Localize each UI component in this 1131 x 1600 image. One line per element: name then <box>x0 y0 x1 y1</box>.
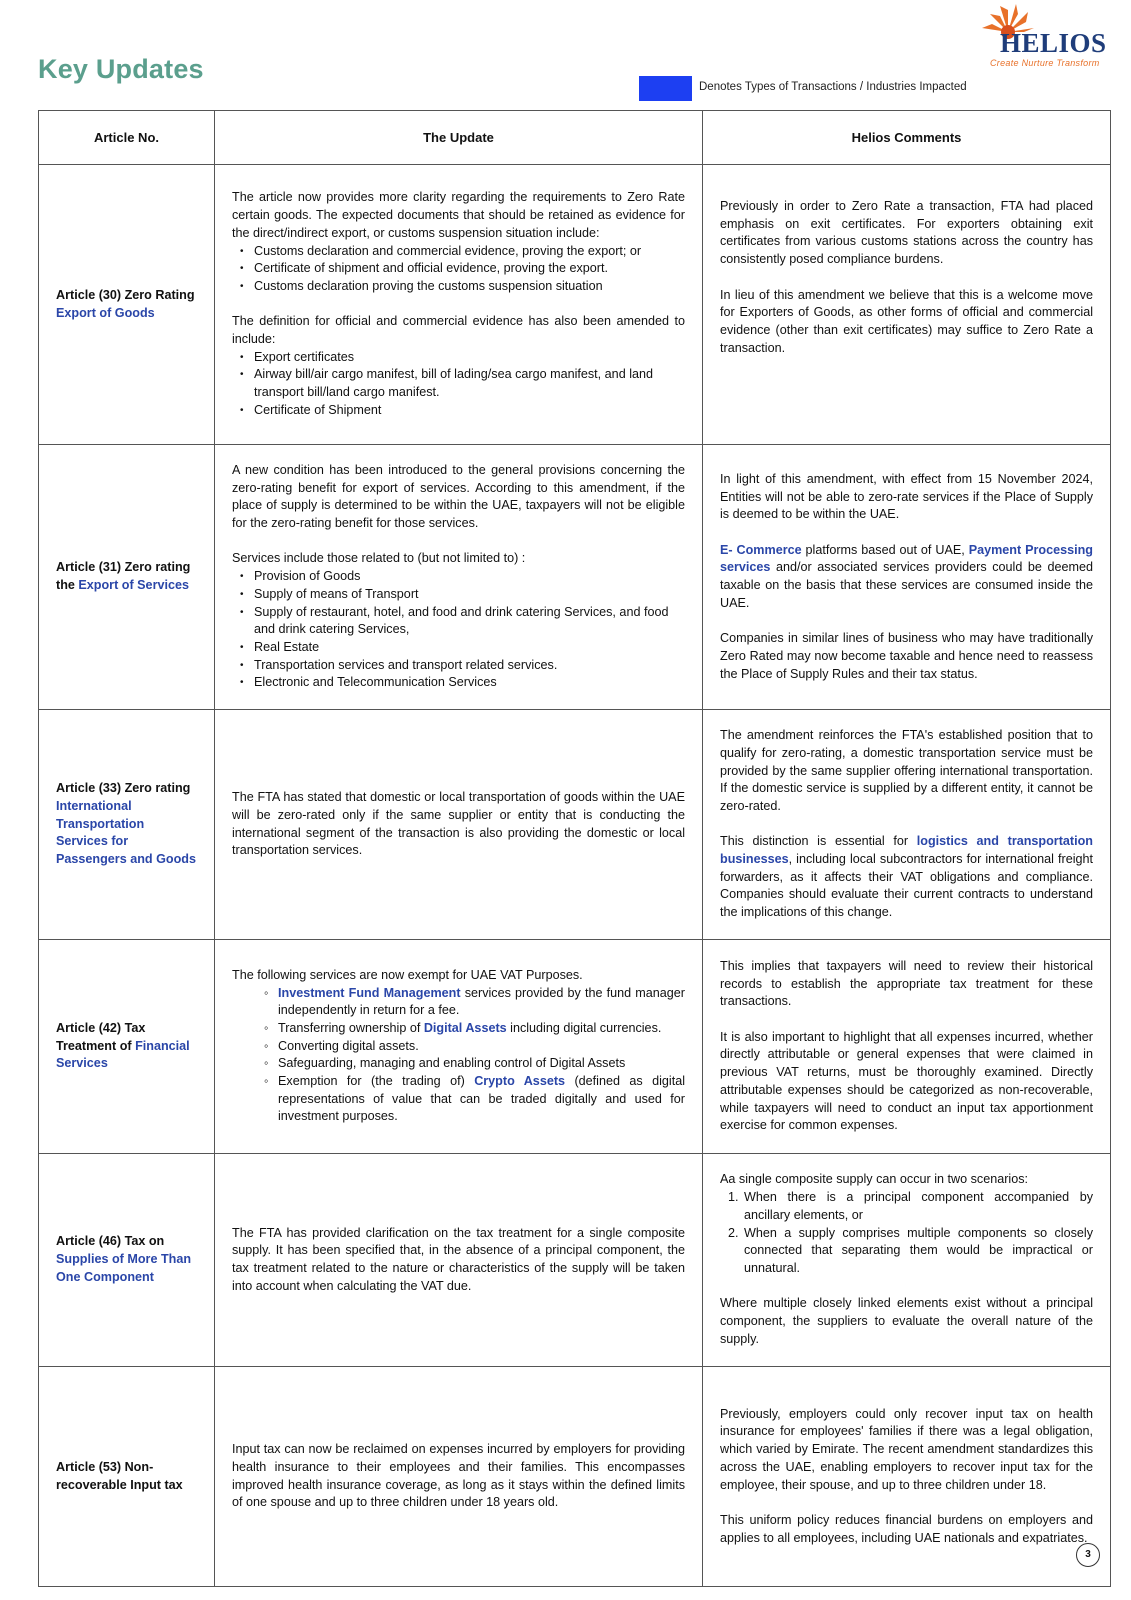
list-item: • Supply of means of Transport <box>254 586 685 604</box>
comment-cell: Previously in order to Zero Rate a transaction, FTA had placed emphasis on exit certificates. For exporters obtaining exit certificates from various customs stations across the country has consistently posed compliance burdens. In lieu of this amendment we believe that this is a welcome move for Exporters of Goods, as other forms of official and commercial evidence (other than exit certificates) may suffice to Zero Rate a transaction. <box>703 165 1111 445</box>
list-item: • Export certificates <box>254 349 685 367</box>
comment-cell: Aa single composite supply can occur in two scenarios: 1. When there is a principal component accompanied by ancillary elements, or 2. When a supply comprises multiple components so closely connected that separating them would be impractical or unnatural. Where multiple closely linked elements exist without a principal component, the suppliers to evaluate the overall nature of the supply. <box>703 1154 1111 1367</box>
legend-color-swatch <box>639 76 692 101</box>
list-item: • Certificate of shipment and official evidence, proving the export. <box>254 260 685 278</box>
key-updates-table <box>38 110 1111 1587</box>
list-item: • Provision of Goods <box>254 568 685 586</box>
list-item: • Customs declaration proving the customs suspension situation <box>254 278 685 296</box>
table-row <box>39 940 1111 1154</box>
logo-tagline: Create Nurture Transform <box>990 58 1100 68</box>
update-cell: The article now provides more clarity regarding the requirements to Zero Rate certain goods. The expected documents that should be retained as evidence for the direct/indirect export, or customs suspension situation include: • Customs declaration and commercial evidence, proving the export; or • Certificate of shipment and official evidence, proving the export. • Customs declaration proving the customs suspension situation The definition for official and commercial evidence has also been amended to include: • Export certificates • Airway bill/air cargo manifest, bill of lading/sea cargo manifest, and land transport bill/land cargo manifest. • Certificate of Shipment <box>215 165 703 445</box>
article-cell: Article (53) Non-recoverable Input tax <box>39 1367 215 1587</box>
list-item: • Supply of restaurant, hotel, and food and drink catering Services, and food and drink catering Services, <box>254 604 685 639</box>
list-item: 2. When a supply comprises multiple components so closely connected that separating them would be impractical or unnatural. <box>742 1225 1093 1278</box>
scenario-list <box>720 1189 1093 1278</box>
article-cell: Article (42) Tax Treatment of Financial Services <box>39 940 215 1154</box>
evidence-definition-list <box>232 349 685 420</box>
impacted-type: Payment Processing services <box>720 542 1094 575</box>
page-number: 3 <box>1076 1543 1100 1567</box>
impacted-type: Crypto Assets <box>474 1074 566 1089</box>
page-title: Key Updates <box>38 54 204 84</box>
impacted-type: Export of Goods <box>56 305 155 320</box>
article-cell: Article (46) Tax on Supplies of More Than One Component <box>39 1154 215 1367</box>
list-item: ◦ Exemption for (the trading of) Crypto Assets (defined as digital representations of value that can be traded digitally and used for investment purposes. <box>278 1073 685 1126</box>
table-row <box>39 710 1111 940</box>
list-item: • Customs declaration and commercial evidence, proving the export; or <box>254 243 685 261</box>
list-item: • Real Estate <box>254 639 685 657</box>
update-cell: A new condition has been introduced to the general provisions concerning the zero-rating benefit for export of services. According to this amendment, if the place of supply is determined to be within the UAE, taxpayers will not be eligible for the zero-rating benefit for those services. Services include those related to (but not limited to) : • Provision of Goods • Supply of means of Transport • Supply of restaurant, hotel, and food and drink catering Services, and food and drink catering Services, • Real Estate • Transportation services and transport related services. • Electronic and Telecommunication Services <box>215 445 703 710</box>
impacted-type: International Transportation Services for Passengers and Goods <box>56 798 196 867</box>
impacted-type: logistics and transportation businesses <box>720 834 1093 867</box>
impacted-type: Digital Assets <box>423 1020 507 1035</box>
impacted-type: Financial Services <box>56 1038 190 1071</box>
article-cell: Article (30) Zero Rating Export of Goods <box>39 165 215 445</box>
impacted-type: Export of Services <box>78 578 189 592</box>
comment-cell: Previously, employers could only recover input tax on health insurance for employees' families if there was a legal obligation, which varied by Emirate. The recent amendment standardizes this across the UAE, enabling employers to recover input tax for the employee, their spouse, and up to three children under 18. This uniform policy reduces financial burdens on employers and applies to all employees, including UAE nationals and expatriates. <box>703 1367 1111 1587</box>
header-helios-comments: Helios Comments <box>703 111 1111 165</box>
list-item: ◦ Investment Fund Management services provided by the fund manager independently in return for a fee. <box>278 985 685 1020</box>
article-cell: Article (31) Zero rating the Export of Services <box>39 445 215 710</box>
logo-wordmark: HELIOS <box>1000 28 1107 58</box>
list-item: • Certificate of Shipment <box>254 402 685 420</box>
update-cell: The following services are now exempt for UAE VAT Purposes. ◦ Investment Fund Management services provided by the fund manager independently in return for a fee. ◦ Transferring ownership of Digital Assets including digital currencies. ◦ Converting digital assets. ◦ Safeguarding, managing and enabling control of Digital Assets ◦ Exemption for (the trading of) Crypto Assets (defined as digital representations of value that can be traded digitally and used for investment purposes. <box>215 940 703 1154</box>
impacted-type: Supplies of More Than One Component <box>56 1252 192 1284</box>
table-header-row <box>39 111 1111 165</box>
table-row <box>39 1367 1111 1587</box>
services-list <box>232 568 685 692</box>
update-cell: Input tax can now be reclaimed on expenses incurred by employers for providing health insurance to their employees and their families. This encompasses improved health insurance coverage, as long as it stays within the defined limits of one spouse and up to three children under 18 years old. <box>215 1367 703 1587</box>
list-item: ◦ Converting digital assets. <box>278 1038 685 1056</box>
table-row <box>39 165 1111 445</box>
list-item: • Transportation services and transport related services. <box>254 657 685 675</box>
header-article-no: Article No. <box>39 111 215 165</box>
impacted-type: E- Commerce <box>720 542 802 557</box>
comment-cell: This implies that taxpayers will need to review their historical records to establish the appropriate tax treatment for these transactions. It is also important to highlight that all expenses incurred, whether directly attributable or general expenses that were claimed in previous VAT returns, must be thoroughly examined. Directly attributable expenses should be categorized as non-recoverable, while taxpayers will need to conduct an input tax apportionment exercise for common expenses. <box>703 940 1111 1154</box>
header-the-update: The Update <box>215 111 703 165</box>
table-row <box>39 1154 1111 1367</box>
list-item: 1. When there is a principal component accompanied by ancillary elements, or <box>742 1189 1093 1224</box>
comment-cell: The amendment reinforces the FTA's established position that to qualify for zero-rating, a domestic transportation service must be provided by the same supplier offering international transportation. If the domestic service is supplied by a different entity, it cannot be zero-rated. This distinction is essential for logistics and transportation businesses, including local subcontractors for international freight forwarders, as it affects their VAT obligations and compliance. Companies should evaluate their current contracts to understand the implications of this change. <box>703 710 1111 940</box>
table-row <box>39 445 1111 710</box>
update-cell: The FTA has provided clarification on the tax treatment for a single composite supply. It has been specified that, in the absence of a principal component, the tax treatment related to the nature or characteristics of the supply will be taken into account when calculating the VAT due. <box>215 1154 703 1367</box>
impacted-type: Investment Fund Management <box>278 985 461 1000</box>
article-cell: Article (33) Zero rating International Transportation Services for Passengers and Goods <box>39 710 215 940</box>
legend-text: Denotes Types of Transactions / Industries Impacted <box>699 81 967 93</box>
list-item: ◦ Safeguarding, managing and enabling control of Digital Assets <box>278 1055 685 1073</box>
exempt-services-list <box>232 985 685 1127</box>
list-item: • Electronic and Telecommunication Services <box>254 674 685 692</box>
update-cell: The FTA has stated that domestic or local transportation of goods within the UAE will be zero-rated only if the same supplier or entity that is conducting the international segment of the transaction is also providing the domestic or local transportation services. <box>215 710 703 940</box>
list-item: ◦ Transferring ownership of Digital Assets including digital currencies. <box>278 1020 685 1038</box>
helios-logo <box>978 2 1123 72</box>
comment-cell: In light of this amendment, with effect from 15 November 2024, Entities will not be able to zero-rate services if the Place of Supply is deemed to be within the UAE. E- Commerce platforms based out of UAE, Payment Processing services and/or associated services providers could be deemed taxable on the basis that these services are consumed inside the UAE. Companies in similar lines of business who may have traditionally Zero Rated may now become taxable and hence need to reassess the Place of Supply Rules and their tax status. <box>703 445 1111 710</box>
evidence-list <box>232 243 685 296</box>
list-item: • Airway bill/air cargo manifest, bill of lading/sea cargo manifest, and land transport bill/land cargo manifest. <box>254 366 685 401</box>
